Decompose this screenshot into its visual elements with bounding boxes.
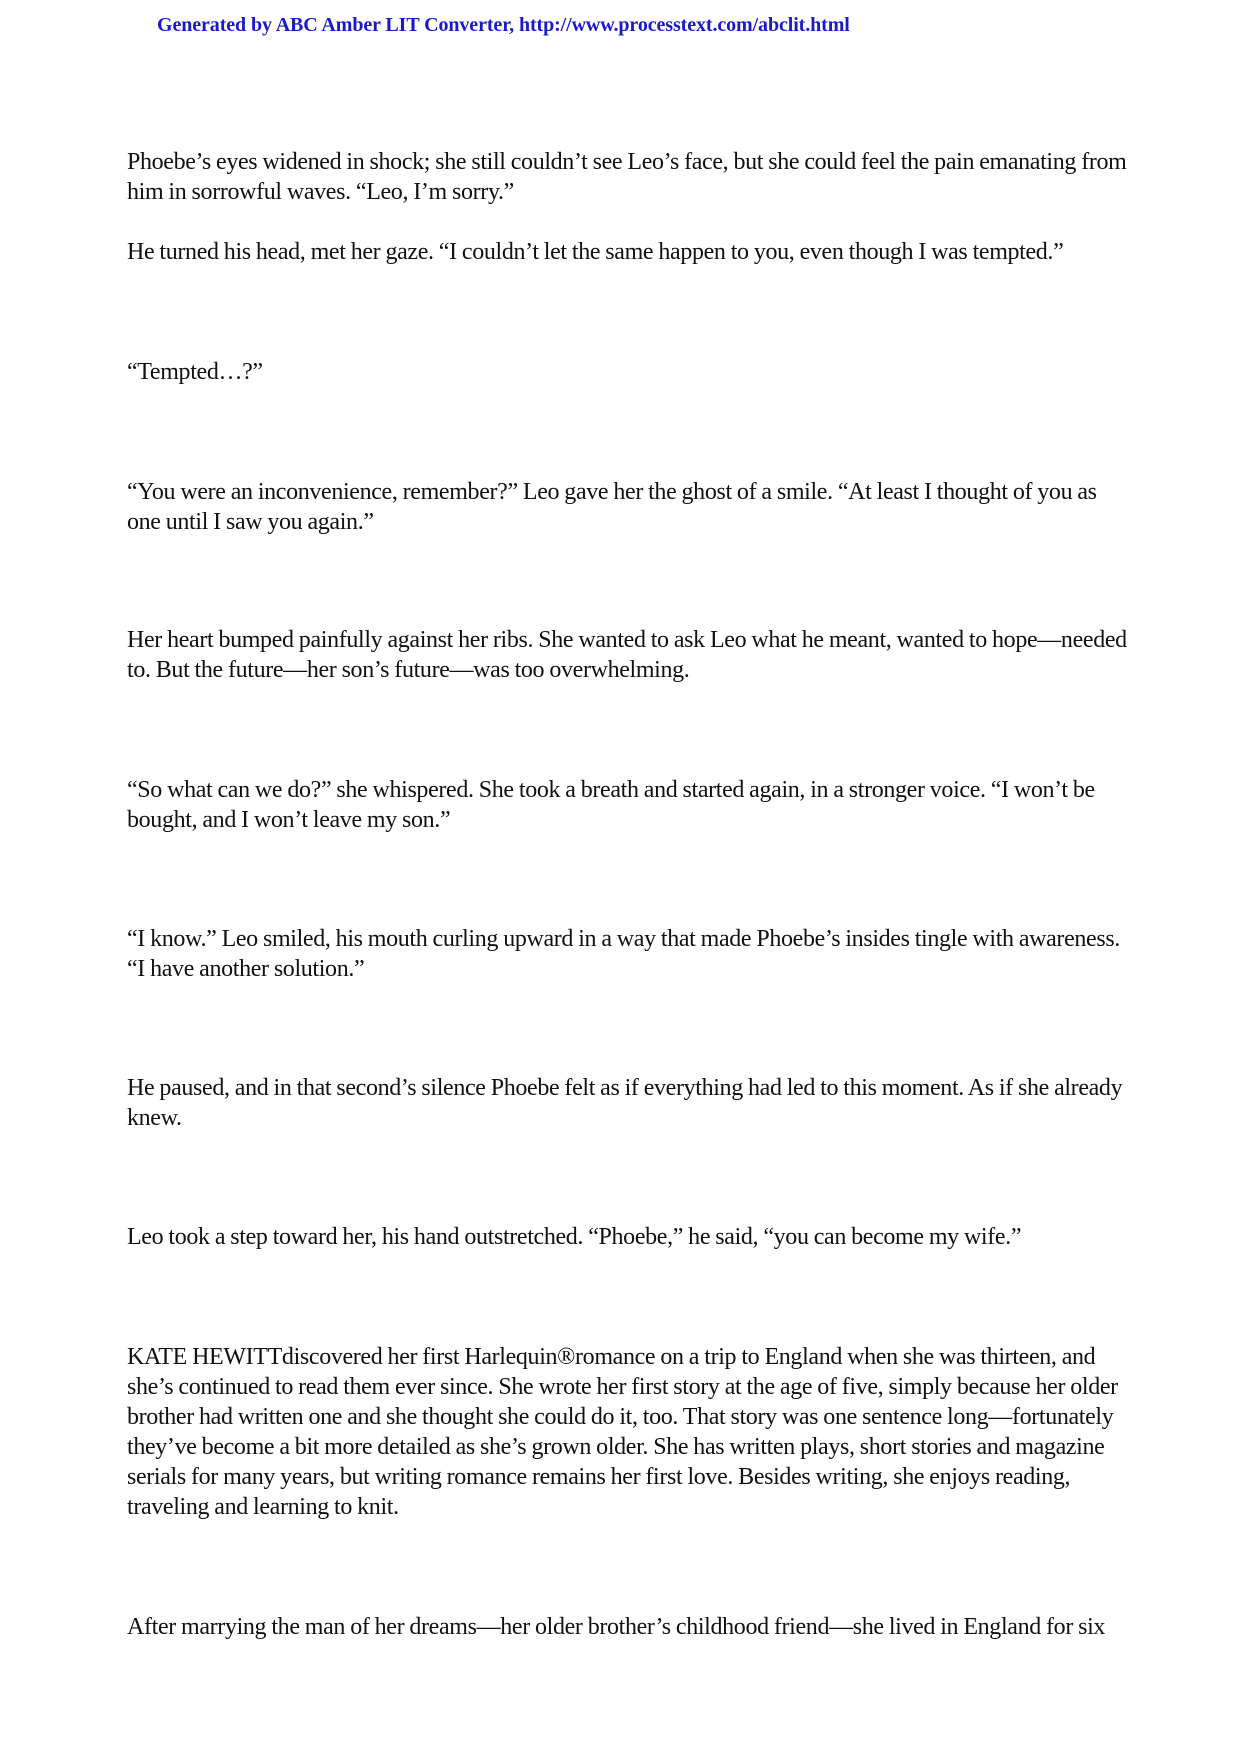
paragraph-6: “So what can we do?” she whispered. She took a breath and started again, in a stronger voice. “I won’t be bought, and I won’t leave my son.” xyxy=(127,777,1095,833)
header-prefix: Generated by ABC Amber LIT Converter, xyxy=(157,14,519,36)
paragraph-5: Her heart bumped painfully against her ribs. She wanted to ask Leo what he meant, wanted to hope—needed to. But the future—her son’s future—was too overwhelming. xyxy=(127,627,1127,683)
paragraph-11: After marrying the man of her dreams—her older brother’s childhood friend—she lived in England for six xyxy=(127,1614,1106,1640)
paragraph-8: He paused, and in that second’s silence Phoebe felt as if everything had led to this moment. As if she already knew. xyxy=(127,1075,1123,1131)
paragraph-3: “Tempted…?” xyxy=(127,359,263,385)
converter-link[interactable]: http://www.processtext.com/abclit.html xyxy=(518,14,850,36)
paragraph-9: Leo took a step toward her, his hand outstretched. “Phoebe,” he said, “you can become my wife.” xyxy=(127,1224,1022,1250)
paragraph-7: “I know.” Leo smiled, his mouth curling upward in a way that made Phoebe’s insides tingle with awareness. “I have another solution.” xyxy=(127,926,1120,982)
converter-header xyxy=(157,14,850,37)
paragraph-1: Phoebe’s eyes widened in shock; she still couldn’t see Leo’s face, but she could feel the pain emanating from him in sorrowful waves. “Leo, I’m sorry.” xyxy=(127,149,1127,205)
paragraph-2: He turned his head, met her gaze. “I couldn’t let the same happen to you, even though I was tempted.” xyxy=(127,239,1064,265)
author-bio: KATE HEWITTdiscovered her first Harlequin®romance on a trip to England when she was thirteen, and she’s continued to read them ever since. She wrote her first story at the age of five, simply because her older brother had written one and she thought she could do it, too. That story was one sentence long—fortunately they’ve become a bit more detailed as she’s grown older. She has written plays, short stories and magazine serials for many years, but writing romance remains her first love. Besides writing, she enjoys reading, traveling and learning to knit. xyxy=(127,1344,1118,1520)
paragraph-4: “You were an inconvenience, remember?” Leo gave her the ghost of a smile. “At least I thought of you as one until I saw you again.” xyxy=(127,479,1097,535)
